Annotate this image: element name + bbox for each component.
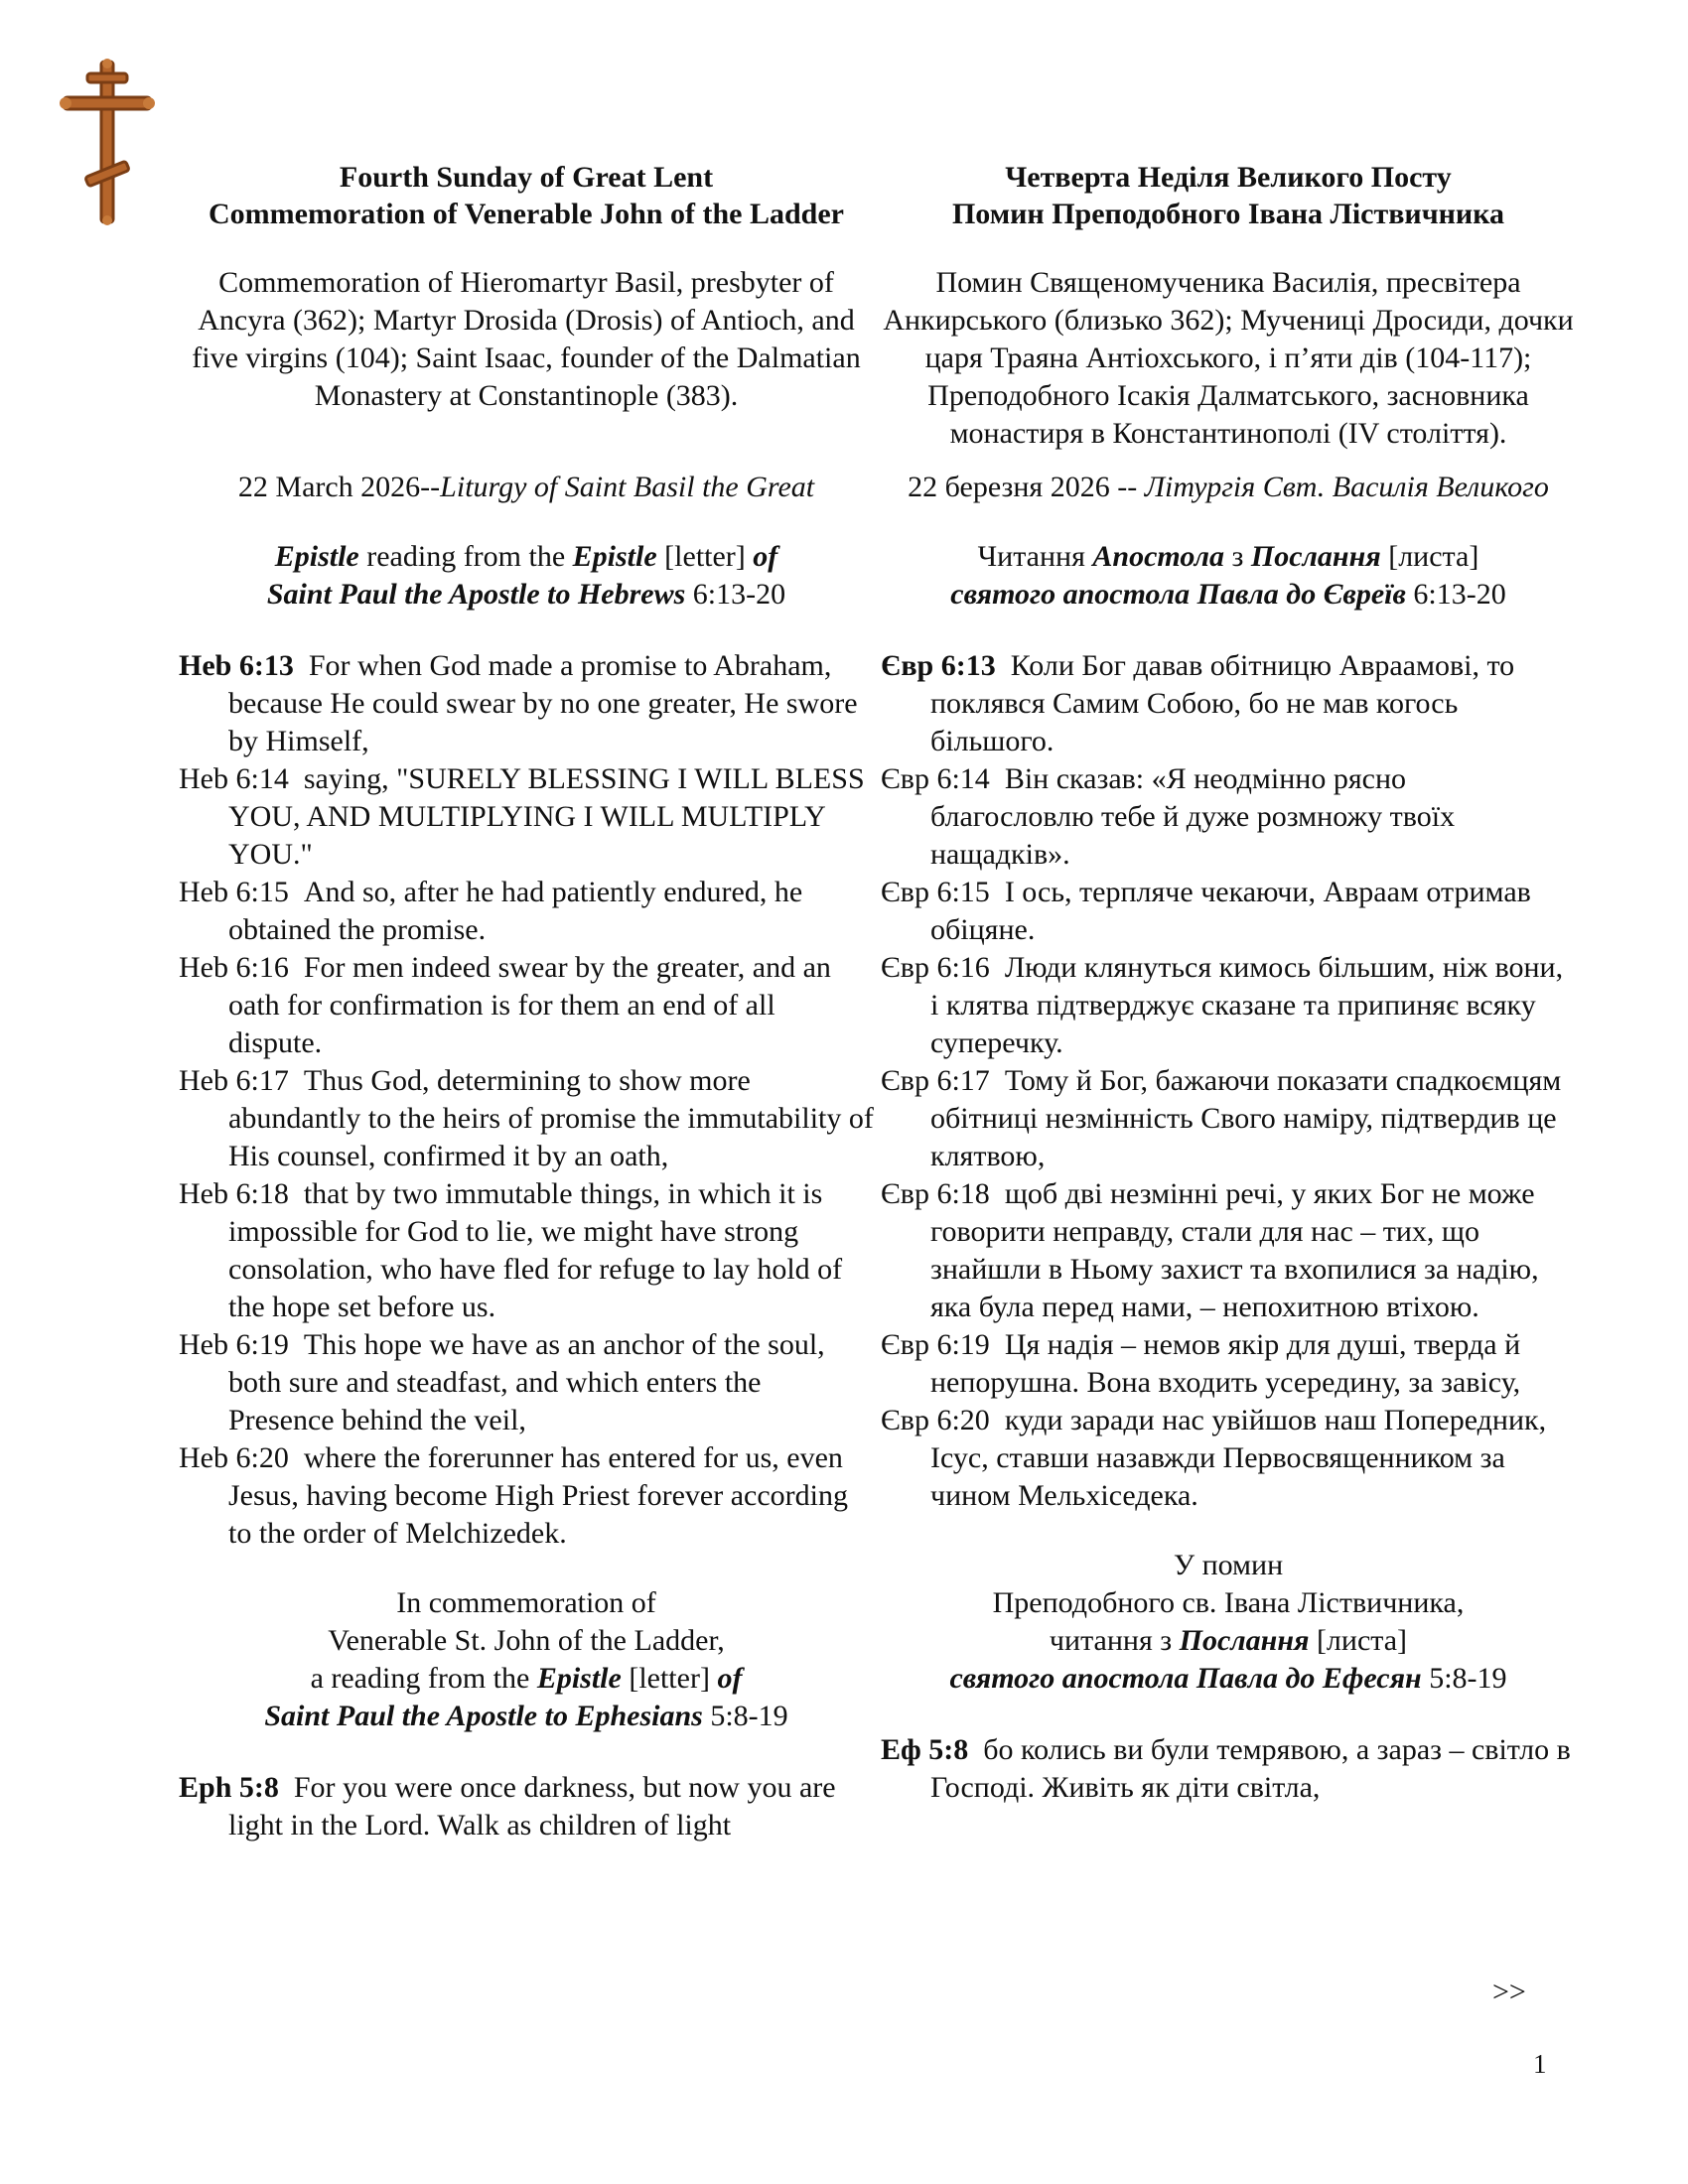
verse	[881, 1175, 1576, 1326]
epistle-author: святого апостола Павла до Ефесян	[949, 1662, 1422, 1695]
epistle-word: Послання	[1250, 540, 1381, 573]
epistle-range: 5:8-19	[1421, 1662, 1507, 1695]
second-reading-heading	[179, 1584, 874, 1735]
heading-text: [letter]	[656, 540, 754, 573]
verse-ref: Євр 6:17	[881, 1064, 990, 1097]
verse-ref: Євр 6:15	[881, 876, 990, 908]
heading-line	[881, 1622, 1576, 1660]
verse-text: бо колись ви були темрявою, а зараз – світло в Господі. Живіть як діти світла,	[930, 1733, 1571, 1804]
verse-ref: Євр 6:14	[881, 762, 990, 795]
liturgy-name: Літургія Свт. Василія Великого	[1144, 471, 1549, 503]
heading-line	[179, 1698, 874, 1735]
orthodox-cross-icon	[60, 58, 155, 228]
verse	[881, 1062, 1576, 1175]
commemoration-text-ua: Помин Священомученика Василія, пресвітера Анкирського (близько 362); Мучениці Дросиди, дочки царя Траяна Антіохського, і п’яти дів (104-117); Преподобного Ісакія Далматського, засновника монастиря в Константинополі (IV століття).	[883, 266, 1574, 450]
feast-subtitle: Commemoration of Venerable John of the Ladder	[209, 198, 844, 230]
verse-ref: Heb 6:20	[179, 1441, 289, 1474]
verse-ref: Євр 6:19	[881, 1328, 990, 1361]
verse-ref: Heb 6:15	[179, 876, 289, 908]
verse-text: This hope we have as an anchor of the soul, both sure and steadfast, and which enters the Presence behind the veil,	[228, 1328, 825, 1436]
heading-text: [листа]	[1309, 1624, 1408, 1657]
verse	[179, 647, 874, 760]
verse	[179, 874, 874, 949]
ukrainian-column	[881, 159, 1576, 1807]
verse-text: saying, "SURELY BLESSING I WILL BLESS YOU, AND MULTIPLYING I WILL MULTIPLY YOU."	[228, 762, 865, 871]
epistle-range: 6:13-20	[1405, 578, 1506, 611]
verse	[881, 1731, 1576, 1807]
verse-text: And so, after he had patiently endured, he obtained the promise.	[228, 876, 803, 946]
second-reading-heading-ua	[881, 1547, 1576, 1698]
heading-text: читання з	[1049, 1624, 1180, 1657]
verse-text: куди заради нас увійшов наш Попередник, Ісус, ставши назавжди Первосвященником за чином Мельхіседека.	[930, 1404, 1547, 1512]
epistle-range: 6:13-20	[685, 578, 786, 611]
verse-ref: Eph 5:8	[179, 1771, 279, 1804]
verse	[179, 760, 874, 874]
apostle-word: Апостола	[1092, 540, 1225, 573]
liturgy-name: Liturgy of Saint Basil the Great	[440, 471, 815, 503]
epistle-word: Epistle	[572, 540, 657, 573]
feast-subtitle-ua: Помин Преподобного Івана Ліствичника	[951, 198, 1505, 230]
continue-marker: >>	[1492, 1976, 1526, 2008]
verse	[179, 1326, 874, 1439]
verse-text: щоб дві незмінні речі, у яких Бог не може говорити неправду, стали для нас – тих, що знайшли в Ньому захист та вхопилися за надію, яка була перед нами, – непохитною втіхою.	[930, 1177, 1539, 1323]
date-line-ua	[881, 469, 1576, 506]
verse	[179, 1769, 874, 1844]
verse	[179, 1062, 874, 1175]
verse-ref: Heb 6:14	[179, 762, 289, 795]
epistle-author: святого апостола Павла до Євреїв	[950, 578, 1406, 611]
heading-text: [листа]	[1380, 540, 1479, 573]
verse	[179, 949, 874, 1062]
epistle-heading-ua	[881, 538, 1576, 614]
verse-text: Ця надія – немов якір для душі, тверда й непорушна. Вона входить усередину, за завісу,	[930, 1328, 1521, 1399]
verse-list-ua	[881, 647, 1576, 1515]
verse	[881, 1326, 1576, 1402]
verse-text: Коли Бог давав обітницю Авраамові, то поклявся Самим Собою, бо не мав когось більшого.	[930, 649, 1515, 757]
date: 22 March 2026--	[237, 471, 441, 503]
verse-text: For when God made a promise to Abraham, because He could swear by no one greater, He swore by Himself,	[228, 649, 858, 757]
epistle-word: Epistle	[274, 540, 359, 573]
page-number: 1	[1533, 2049, 1547, 2079]
verse-text: Люди клянуться кимось більшим, ніж вони, і клятва підтверджує сказане та припиняє всяку суперечку.	[930, 951, 1564, 1059]
verse-ref: Еф 5:8	[881, 1733, 969, 1766]
verse-text: Тому й Бог, бажаючи показати спадкоємцям обітниці незмінність Свого наміру, підтвердив це клятвою,	[930, 1064, 1562, 1172]
verse-ref: Heb 6:18	[179, 1177, 289, 1210]
heading-line: Venerable St. John of the Ladder,	[328, 1624, 725, 1657]
heading-text: of	[717, 1662, 743, 1695]
english-column	[179, 159, 874, 1844]
epistle-author: Saint Paul the Apostle to Hebrews	[266, 578, 686, 611]
verse	[881, 874, 1576, 949]
commemoration-text: Commemoration of Hieromartyr Basil, presbyter of Ancyra (362); Martyr Drosida (Drosis) of Antioch, and five virgins (104); Saint Isaac, founder of the Dalmatian Monastery at Constantinople (383).	[192, 266, 861, 412]
epistle-heading	[179, 538, 874, 614]
date-line	[179, 469, 874, 506]
verse	[179, 1175, 874, 1326]
verse	[881, 1402, 1576, 1515]
heading-line: Преподобного св. Івана Ліствичника,	[992, 1586, 1465, 1619]
heading-text: reading from the	[358, 540, 573, 573]
verse-ref: Heb 6:16	[179, 951, 289, 984]
verse-list-2-ua	[881, 1731, 1576, 1807]
verse-text: Thus God, determining to show more abundantly to the heirs of promise the immutability of His counsel, confirmed it by an oath,	[228, 1064, 874, 1172]
verse-list	[179, 647, 874, 1553]
verse	[881, 647, 1576, 760]
verse-ref: Євр 6:16	[881, 951, 990, 984]
epistle-author: Saint Paul the Apostle to Ephesians	[264, 1700, 703, 1732]
verse	[881, 760, 1576, 874]
heading-line	[881, 1660, 1576, 1698]
verse-ref: Євр 6:18	[881, 1177, 990, 1210]
verse-list-2	[179, 1769, 874, 1844]
verse	[179, 1439, 874, 1553]
heading-text: з	[1224, 540, 1251, 573]
feast-title-ua: Четверта Неділя Великого Посту	[1005, 161, 1452, 194]
date: 22 березня 2026 --	[908, 471, 1145, 503]
verse-text: Він сказав: «Я неодмінно рясно благословлю тебе й дуже розмножу твоїх нащадків».	[930, 762, 1456, 871]
epistle-range: 5:8-19	[702, 1700, 788, 1732]
verse-ref: Євр 6:20	[881, 1404, 990, 1436]
verse-ref: Heb 6:19	[179, 1328, 289, 1361]
verse-text: І ось, терпляче чекаючи, Авраам отримав обіцяне.	[930, 876, 1531, 946]
heading-text: of	[753, 540, 778, 573]
verse	[881, 949, 1576, 1062]
verse-ref: Євр 6:13	[881, 649, 996, 682]
epistle-word: Epistle	[536, 1662, 622, 1695]
epistle-word: Послання	[1179, 1624, 1310, 1657]
heading-line: In commemoration of	[396, 1586, 656, 1619]
verse-ref: Heb 6:17	[179, 1064, 289, 1097]
verse-ref: Heb 6:13	[179, 649, 294, 682]
verse-text: For men indeed swear by the greater, and an oath for confirmation is for them an end of all dispute.	[228, 951, 831, 1059]
heading-line: У помин	[1173, 1549, 1284, 1581]
heading-text: a reading from the	[310, 1662, 537, 1695]
verse-text: where the forerunner has entered for us, even Jesus, having become High Priest forever according to the order of Melchizedek.	[228, 1441, 848, 1550]
heading-text: Читання	[977, 540, 1093, 573]
heading-text: [letter]	[621, 1662, 718, 1695]
feast-title: Fourth Sunday of Great Lent	[339, 161, 714, 194]
verse-text: For you were once darkness, but now you are light in the Lord. Walk as children of light	[228, 1771, 836, 1842]
heading-line	[179, 1660, 874, 1698]
verse-text: that by two immutable things, in which it is impossible for God to lie, we might have strong consolation, who have fled for refuge to lay hold of the hope set before us.	[228, 1177, 843, 1323]
